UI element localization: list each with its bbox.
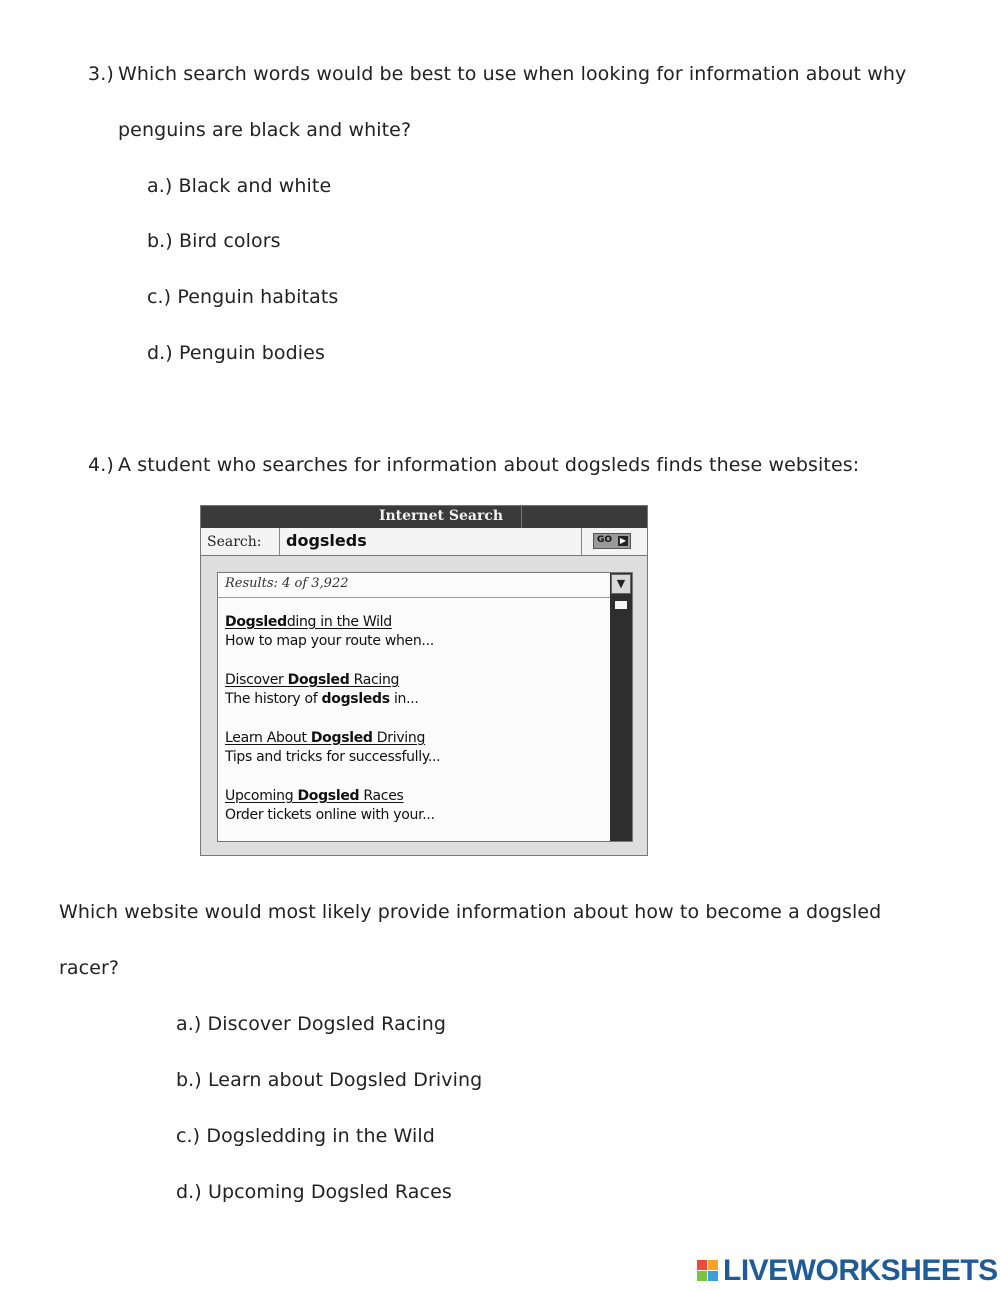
result-item <box>225 787 435 825</box>
q3-text-line1: Which search words would be best to use when looking for information about why <box>118 63 907 85</box>
result-item <box>225 729 440 767</box>
results-count: Results: 4 of 3,922 <box>225 576 349 591</box>
search-row <box>201 528 647 556</box>
q3-text-line2: penguins are black and white? <box>118 119 412 141</box>
q4-option-b[interactable]: b.) Learn about Dogsled Driving <box>176 1069 483 1091</box>
result-title: Learn About Dogsled Driving <box>225 730 426 746</box>
result-description: The history of dogsleds in... <box>225 691 419 707</box>
q3-option-a[interactable]: a.) Black and white <box>147 175 332 197</box>
q4-option-a[interactable]: a.) Discover Dogsled Racing <box>176 1013 447 1035</box>
q4-option-d[interactable]: d.) Upcoming Dogsled Races <box>176 1181 452 1203</box>
result-item <box>225 671 419 709</box>
search-label: Search: <box>207 534 262 550</box>
result-title: Dogsledding in the Wild <box>225 614 392 630</box>
q3-number: 3.) <box>88 63 114 85</box>
result-item <box>225 613 434 651</box>
q3-option-d[interactable]: d.) Penguin bodies <box>147 342 325 364</box>
search-input: dogsleds <box>286 531 367 550</box>
go-arrow-icon: ▶ <box>619 536 627 545</box>
q3-option-c[interactable]: c.) Penguin habitats <box>147 286 339 308</box>
q4-prompt: A student who searches for information about dogsleds finds these websites: <box>118 454 860 476</box>
logo-wordmark: LIVEWORKSHEETS <box>723 1254 998 1287</box>
q4-number: 4.) <box>88 454 114 476</box>
result-title: Discover Dogsled Racing <box>225 672 400 688</box>
go-button: GO ▶ <box>593 533 631 549</box>
q4-option-c[interactable]: c.) Dogsledding in the Wild <box>176 1125 435 1147</box>
results-box <box>217 572 633 842</box>
search-window-title: Internet Search <box>378 508 504 524</box>
q4-followup-line1: Which website would most likely provide information about how to become a dogsled <box>59 901 882 923</box>
logo-cube-icon <box>697 1260 719 1282</box>
internet-search-figure <box>200 505 648 856</box>
chevron-down-icon: ▼ <box>611 574 631 594</box>
result-description: How to map your route when... <box>225 633 434 649</box>
result-description: Tips and tricks for successfully... <box>225 749 441 765</box>
results-scrollbar <box>610 573 632 841</box>
results-header <box>218 573 610 598</box>
search-window-titlebar <box>201 506 647 528</box>
q4-followup-line2: racer? <box>59 957 120 979</box>
result-description: Order tickets online with your... <box>225 807 435 823</box>
scroll-thumb <box>615 601 627 609</box>
q3-option-b[interactable]: b.) Bird colors <box>147 230 281 252</box>
result-title: Upcoming Dogsled Races <box>225 788 404 804</box>
